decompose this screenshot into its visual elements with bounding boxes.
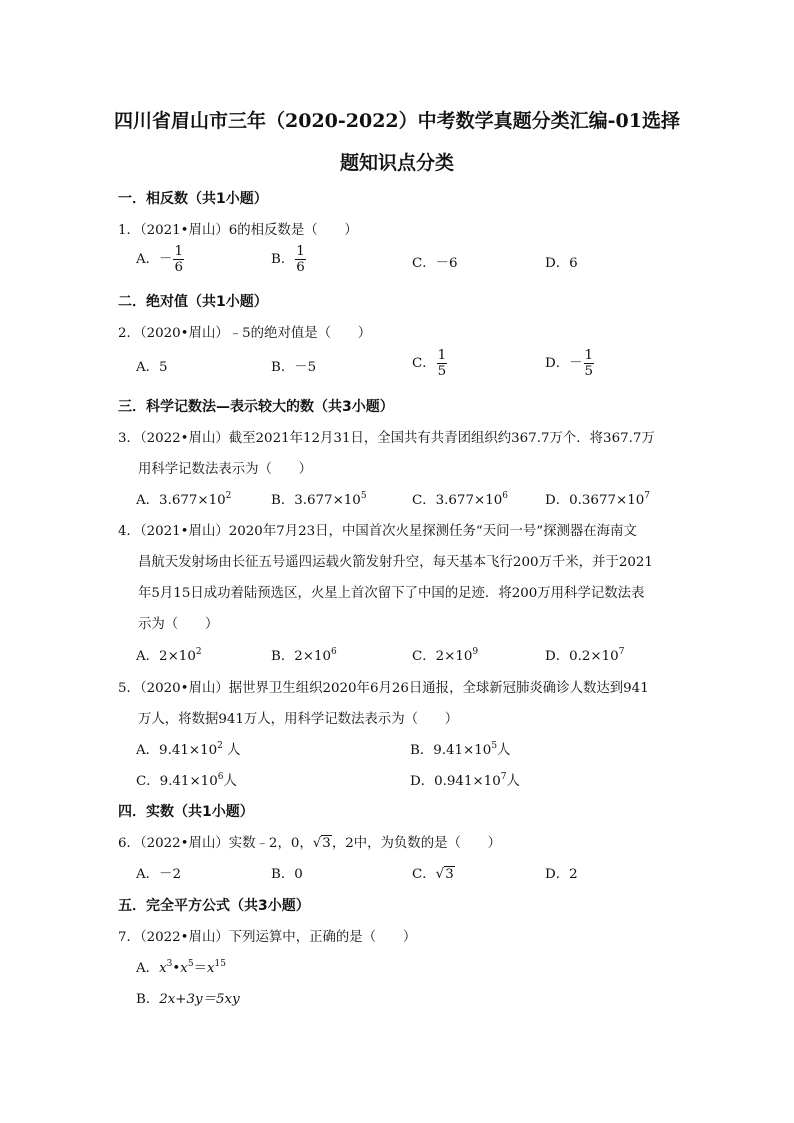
option-b: B．2x+3y＝5xy (136, 992, 240, 1007)
fraction: $\frac{1}{5}$ (584, 348, 594, 379)
option-b: B．－5 (271, 360, 317, 375)
option-b: B．$9.41\times 10^5$人 (410, 741, 511, 758)
sqrt-symbol: √3 (435, 867, 454, 882)
option-d: D．－ $\frac{1}{5}$ (545, 348, 594, 379)
option-d: D．$0.2\times 10^7$ (545, 647, 625, 664)
section-heading: 五．完全平方公式（共3小题） (118, 898, 310, 914)
question-stem: 6．（2022•眉山）实数﹣2，0，√3，2中，为负数的是（ ） (118, 836, 502, 851)
question-stem: 5．（2020•眉山）据世界卫生组织2020年6月26日通报，全球新冠肺炎确诊人数达到941 (118, 681, 649, 696)
option-c: C．$2\times 10^9$ (412, 647, 479, 664)
question-stem: 7．（2022•眉山）下列运算中，正确的是（ ） (118, 930, 417, 945)
option-a: A．5 (136, 360, 168, 375)
question-stem-continued: 昌航天发射场由长征五号遥四运载火箭发射升空，每天基本飞行200万千米，并于2021 (138, 555, 653, 570)
section-heading: 二．绝对值（共1小题） (118, 294, 268, 310)
option-b: B．$3.677\times 10^5$ (271, 491, 367, 508)
fraction: $\frac{1}{5}$ (437, 348, 447, 379)
option-a: A．$3.677\times 10^2$ (136, 491, 232, 508)
option-c: C．－6 (412, 256, 458, 271)
question-stem: 3．（2022•眉山）截至2021年12月31日，全国共有共青团组织约367.7万个．将367.7万 (118, 431, 655, 446)
option-a: A．－2 (136, 867, 181, 882)
question-stem-continued: 示为（ ） (138, 617, 219, 632)
section-heading: 四．实数（共1小题） (118, 804, 254, 820)
option-b: B．0 (271, 867, 303, 882)
option-c: C．$3.677\times 10^6$ (412, 491, 508, 508)
option-d: D．2 (545, 867, 578, 882)
option-b: B．$2\times 10^6$ (271, 647, 337, 664)
option-c: C． $\frac{1}{5}$ (412, 348, 447, 379)
option-b: B． $\frac{1}{6}$ (271, 244, 305, 275)
fraction: $\frac{1}{6}$ (296, 244, 305, 275)
sqrt-symbol: √3 (312, 836, 331, 851)
document-title-line1: 四川省眉山市三年（2020-2022）中考数学真题分类汇编-01选择 (114, 110, 680, 132)
option-d: D．$0.3677\times 10^7$ (545, 491, 650, 508)
question-stem: 1．（2021•眉山）6的相反数是（ ） (118, 223, 358, 238)
document-title-line2: 题知识点分类 (339, 152, 454, 174)
section-heading: 三．科学记数法—表示较大的数（共3小题） (118, 399, 394, 415)
question-stem-continued: 万人，将数据941万人，用科学记数法表示为（ ） (138, 712, 459, 727)
question-stem: 4．（2021•眉山）2020年7月23日，中国首次火星探测任务“天问一号”探测器在海南文 (118, 524, 637, 539)
option-d: D．$0.941\times 10^7$人 (410, 772, 520, 789)
option-a: A．$2\times 10^2$ (136, 647, 202, 664)
section-heading: 一．相反数（共1小题） (118, 191, 268, 207)
option-d: D．6 (545, 256, 578, 271)
option-a: A．－ $\frac{1}{6}$ (136, 244, 183, 275)
option-c: C．√3 (412, 867, 454, 882)
question-stem-continued: 用科学记数法表示为（ ） (138, 462, 313, 477)
question-stem-continued: 年5月15日成功着陆预选区，火星上首次留下了中国的足迹．将200万用科学记数法表 (138, 586, 645, 601)
option-c: C．$9.41\times 10^6$人 (136, 772, 237, 789)
question-stem: 2．（2020•眉山）﹣5的绝对值是（ ） (118, 326, 372, 341)
fraction: $\frac{1}{6}$ (174, 244, 183, 275)
option-a: A．$x^3•x^5=x^{15}$ (136, 959, 226, 976)
option-a: A．$9.41\times 10^2$ 人 (136, 741, 241, 758)
